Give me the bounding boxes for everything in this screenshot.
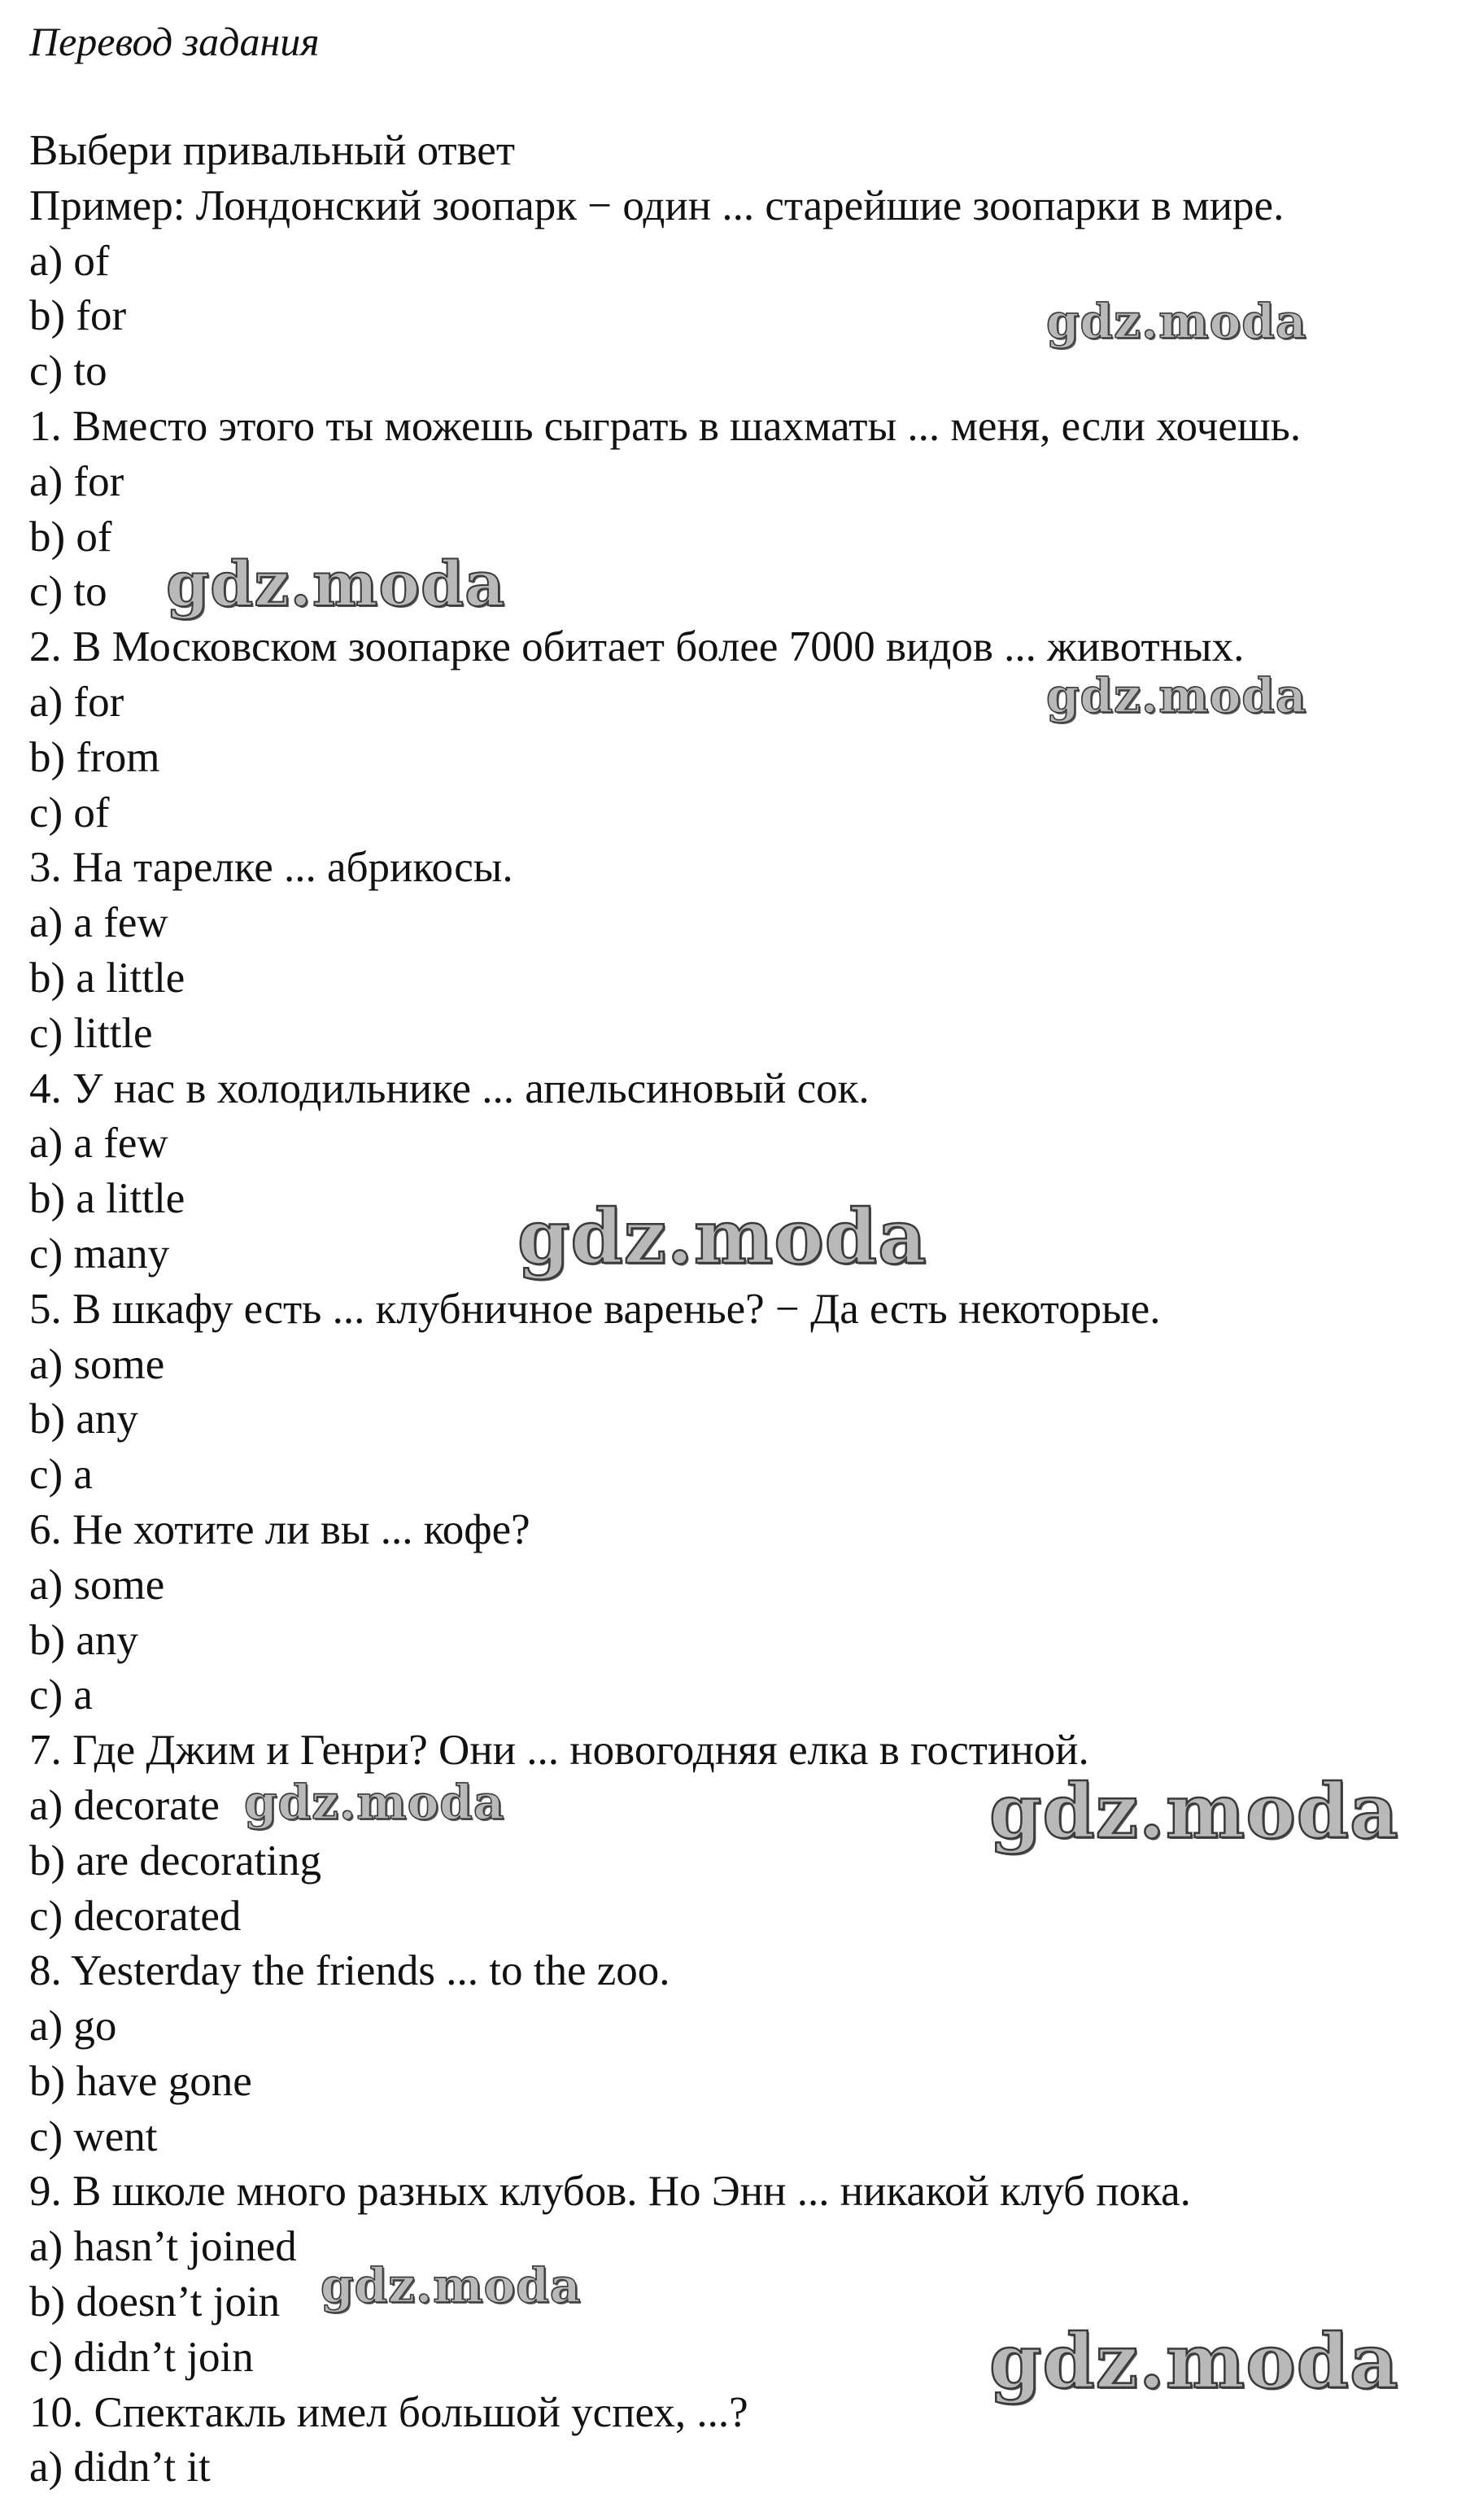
- watermark: gdz.moda: [244, 1775, 505, 1830]
- watermark: gdz.moda: [321, 2258, 582, 2313]
- question-8: 8. Yesterday the friends ... to the zoo.: [29, 1947, 670, 1995]
- question-1-option-c: c) to: [29, 568, 107, 616]
- example-question: Пример: Лондонский зоопарк − один ... старейшие зоопарки в мире.: [29, 181, 1285, 229]
- example-option-c: c) to: [29, 347, 107, 395]
- page-heading: Перевод задания: [29, 19, 320, 64]
- question-6-option-b: b) any: [29, 1616, 138, 1664]
- question-4: 4. У нас в холодильнике ... апельсиновый сок.: [29, 1064, 870, 1112]
- question-4-option-a: a) a few: [29, 1120, 168, 1168]
- watermark: gdz.moda: [989, 2317, 1399, 2405]
- example-option-b: b) for: [29, 292, 127, 340]
- task-body: [29, 124, 1301, 2496]
- watermark: gdz.moda: [989, 1767, 1399, 1855]
- watermark: gdz.moda: [517, 1193, 927, 1281]
- question-9: 9. В школе много разных клубов. Но Энн ... никакой клуб пока.: [29, 2168, 1191, 2216]
- task-instruction: Выбери привальный ответ: [29, 127, 515, 174]
- question-8-option-b: b) have gone: [29, 2057, 252, 2105]
- watermark: gdz.moda: [166, 548, 506, 620]
- question-5-option-c: c) a: [29, 1451, 93, 1499]
- question-9-option-a: a) hasn’t joined: [29, 2223, 297, 2271]
- question-3-option-b: b) a little: [29, 954, 185, 1002]
- question-5-option-a: a) some: [29, 1340, 165, 1388]
- question-7: 7. Где Джим и Генри? Они ... новогодняя елка в гостиной.: [29, 1727, 1089, 1775]
- question-2: 2. В Московском зоопарке обитает более 7000 видов ... животных.: [29, 623, 1245, 671]
- question-1-option-b: b) of: [29, 513, 112, 561]
- question-10: 10. Спектакль имел большой успех, ...?: [29, 2388, 748, 2436]
- question-2-option-c: c) of: [29, 788, 110, 836]
- question-8-option-a: a) go: [29, 2002, 117, 2051]
- question-5-option-b: b) any: [29, 1395, 138, 1443]
- question-9-option-b: b) doesn’t join: [29, 2278, 281, 2326]
- question-1: 1. Вместо этого ты можешь сыграть в шахматы ... меня, если хочешь.: [29, 402, 1302, 450]
- question-9-option-c: c) didn’t join: [29, 2333, 254, 2381]
- question-1-option-a: a) for: [29, 457, 124, 505]
- question-2-option-a: a) for: [29, 678, 124, 726]
- question-4-option-c: c) many: [29, 1229, 170, 1277]
- question-6-option-a: a) some: [29, 1561, 165, 1609]
- question-4-option-b: b) a little: [29, 1175, 185, 1223]
- question-3-option-a: a) a few: [29, 899, 168, 947]
- question-8-option-c: c) went: [29, 2112, 158, 2160]
- question-5: 5. В шкафу есть ... клубничное варенье? − Да есть некоторые.: [29, 1285, 1161, 1333]
- question-6: 6. Не хотите ли вы ... кофе?: [29, 1505, 530, 1553]
- question-6-option-c: c) a: [29, 1671, 93, 1719]
- question-3: 3. На тарелке ... абрикосы.: [29, 844, 513, 892]
- question-7-option-b: b) are decorating: [29, 1836, 322, 1885]
- question-10-option-a: a) didn’t it: [29, 2444, 211, 2492]
- watermark: gdz.moda: [1046, 668, 1307, 723]
- question-3-option-c: c) little: [29, 1009, 153, 1057]
- watermark: gdz.moda: [1046, 294, 1307, 349]
- question-7-option-a: a) decorate: [29, 1781, 220, 1829]
- question-2-option-b: b) from: [29, 733, 160, 781]
- question-7-option-c: c) decorated: [29, 1892, 242, 1940]
- example-option-a: a) of: [29, 237, 110, 285]
